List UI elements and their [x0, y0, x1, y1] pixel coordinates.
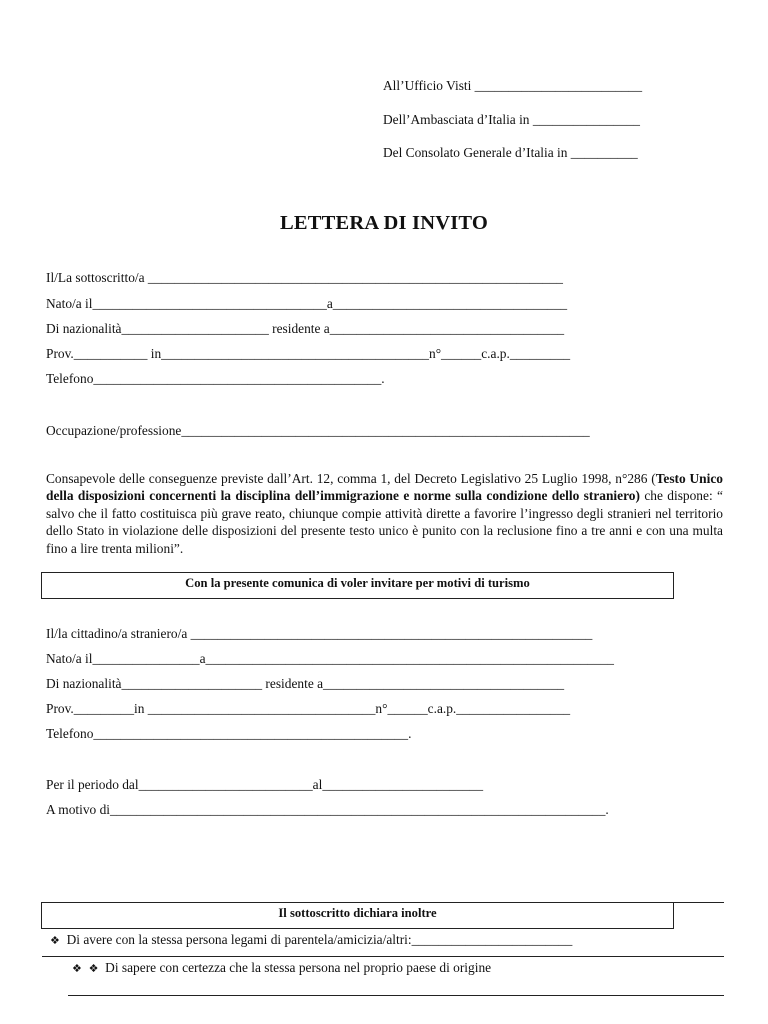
- sponsor-nationality-field: Di nazionalità______________________ residente a___________________________________: [46, 321, 565, 336]
- legal-notice-intro: Consapevole delle conseguenze previste dall’Art. 12, comma 1, del Decreto Legislativo 25 Luglio 1998, n°286 (: [46, 471, 656, 486]
- legal-notice-bold: Testo Unico della disposizioni concernenti la disciplina dell’immigrazione e norme sulla condizione dello straniero): [46, 471, 723, 504]
- sponsor-phone-field: Telefono___________________________________________.: [46, 371, 385, 386]
- declaration-item-2-text: Di sapere con certezza che la stessa persona nel proprio paese di origine: [105, 960, 492, 975]
- declaration-bottom-rule: [68, 995, 724, 996]
- period-dates-field: Per il periodo dal__________________________al________________________: [46, 777, 484, 792]
- diamond-bullet-icon: ❖: [72, 962, 82, 975]
- declaration-item-2: [72, 960, 491, 977]
- guest-nationality-field: Di nazionalità_____________________ residente a____________________________________: [46, 676, 565, 691]
- declaration-divider: [42, 956, 724, 957]
- sponsor-occupation-field: Occupazione/professione_____________________________________________________________: [46, 423, 590, 438]
- declaration-heading-box: Il sottoscritto dichiara inoltre: [41, 902, 674, 929]
- sponsor-name-field: Il/La sottoscritto/a ______________________________________________________________: [46, 270, 564, 285]
- guest-name-field: Il/la cittadino/a straniero/a ____________________________________________________________: [46, 626, 593, 641]
- addressee-consulate: Del Consolato Generale d’Italia in __________: [383, 145, 638, 160]
- sponsor-birth-field: Nato/a il___________________________________a___________________________________: [46, 296, 568, 311]
- document-title: LETTERA DI INVITO: [279, 212, 489, 234]
- legal-notice-paragraph: [46, 470, 723, 557]
- legal-notice-rest: che dispone: “ salvo che il fatto costituisca più grave reato, chiunque compie attività dirette a favorire l’ingresso degli stranieri nel territorio dello Stato in violazione delle disposizioni del presente testo unico è punito con la reclusione fino a tre anni e con una multa fino a lire trenta milioni”.: [46, 488, 723, 556]
- declaration-item-1-text: Di avere con la stessa persona legami di parentela/amicizia/altri:________________________: [66, 932, 573, 947]
- addressee-visa-office: All’Ufficio Visti _________________________: [383, 78, 643, 93]
- diamond-bullet-icon: ❖: [50, 934, 60, 947]
- declaration-item-1: [50, 932, 572, 949]
- sponsor-province-field: Prov.___________ in________________________________________n°______c.a.p._________: [46, 346, 571, 361]
- invitation-purpose-box: Con la presente comunica di voler invitare per motivi di turismo: [41, 572, 674, 599]
- guest-birth-field: Nato/a il________________a_____________________________________________________________: [46, 651, 614, 666]
- box-rule-extension: [673, 902, 724, 903]
- diamond-bullet-icon: ❖: [88, 962, 99, 975]
- guest-province-field: Prov._________in __________________________________n°______c.a.p._________________: [46, 701, 571, 716]
- addressee-embassy: Dell’Ambasciata d’Italia in ________________: [383, 112, 640, 127]
- guest-phone-field: Telefono_______________________________________________.: [46, 726, 412, 741]
- visit-reason-field: A motivo di__________________________________________________________________________.: [46, 802, 609, 817]
